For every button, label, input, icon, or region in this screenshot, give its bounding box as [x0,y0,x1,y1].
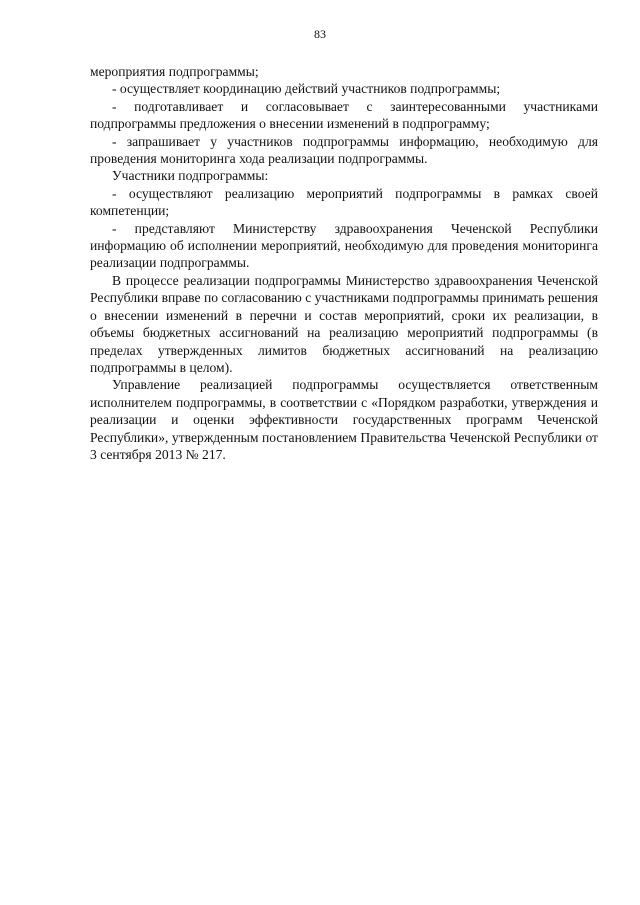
paragraph-implementation: - осуществляют реализацию мероприятий подпрограммы в рамках своей компетенции; [90,185,598,219]
paragraph-proposals: - подготавливает и согласовывает с заинтересованными участниками подпрограммы предложения о внесении изменений в подпрограмму; [90,98,598,132]
paragraph-reporting: - представляют Министерству здравоохранения Чеченской Республики информацию об исполнении мероприятий, необходимую для проведения мониторинга реализации подпрограммы. [90,220,598,271]
paragraph-participants-heading: Участники подпрограммы: [112,168,269,184]
paragraph-management: Управление реализацией подпрограммы осуществляется ответственным исполнителем подпрограммы, в соответствии с «Порядком разработки, утверждения и реализации и оценки эффективности государственных программ Чеченской Республики», утвержденным постановлением Правительства Чеченской Республики от 3 сентября 2013 № 217. [90,377,598,462]
paragraph-continuation: мероприятия подпрограммы; [90,64,259,79]
paragraph-coordination: - осуществляет координацию действий участников подпрограммы; [112,81,501,97]
paragraph-changes: В процессе реализации подпрограммы Министерство здравоохранения Чеченской Республики вправе по согласованию с участниками подпрограммы принимать решения о внесении изменений в перечни и состав мероприятий, сроки их реализации, в объемы бюджетных ассигнований на реализацию мероприятий подпрограммы (в пределах утвержденных лимитов бюджетных ассигнований на реализацию подпрограммы в целом). [90,272,598,375]
page-number: 83 [314,27,326,41]
paragraph-information-request: - запрашивает у участников подпрограммы информацию, необходимую для проведения мониторинга хода реализации подпрограммы. [90,133,598,167]
document-body [90,63,598,463]
